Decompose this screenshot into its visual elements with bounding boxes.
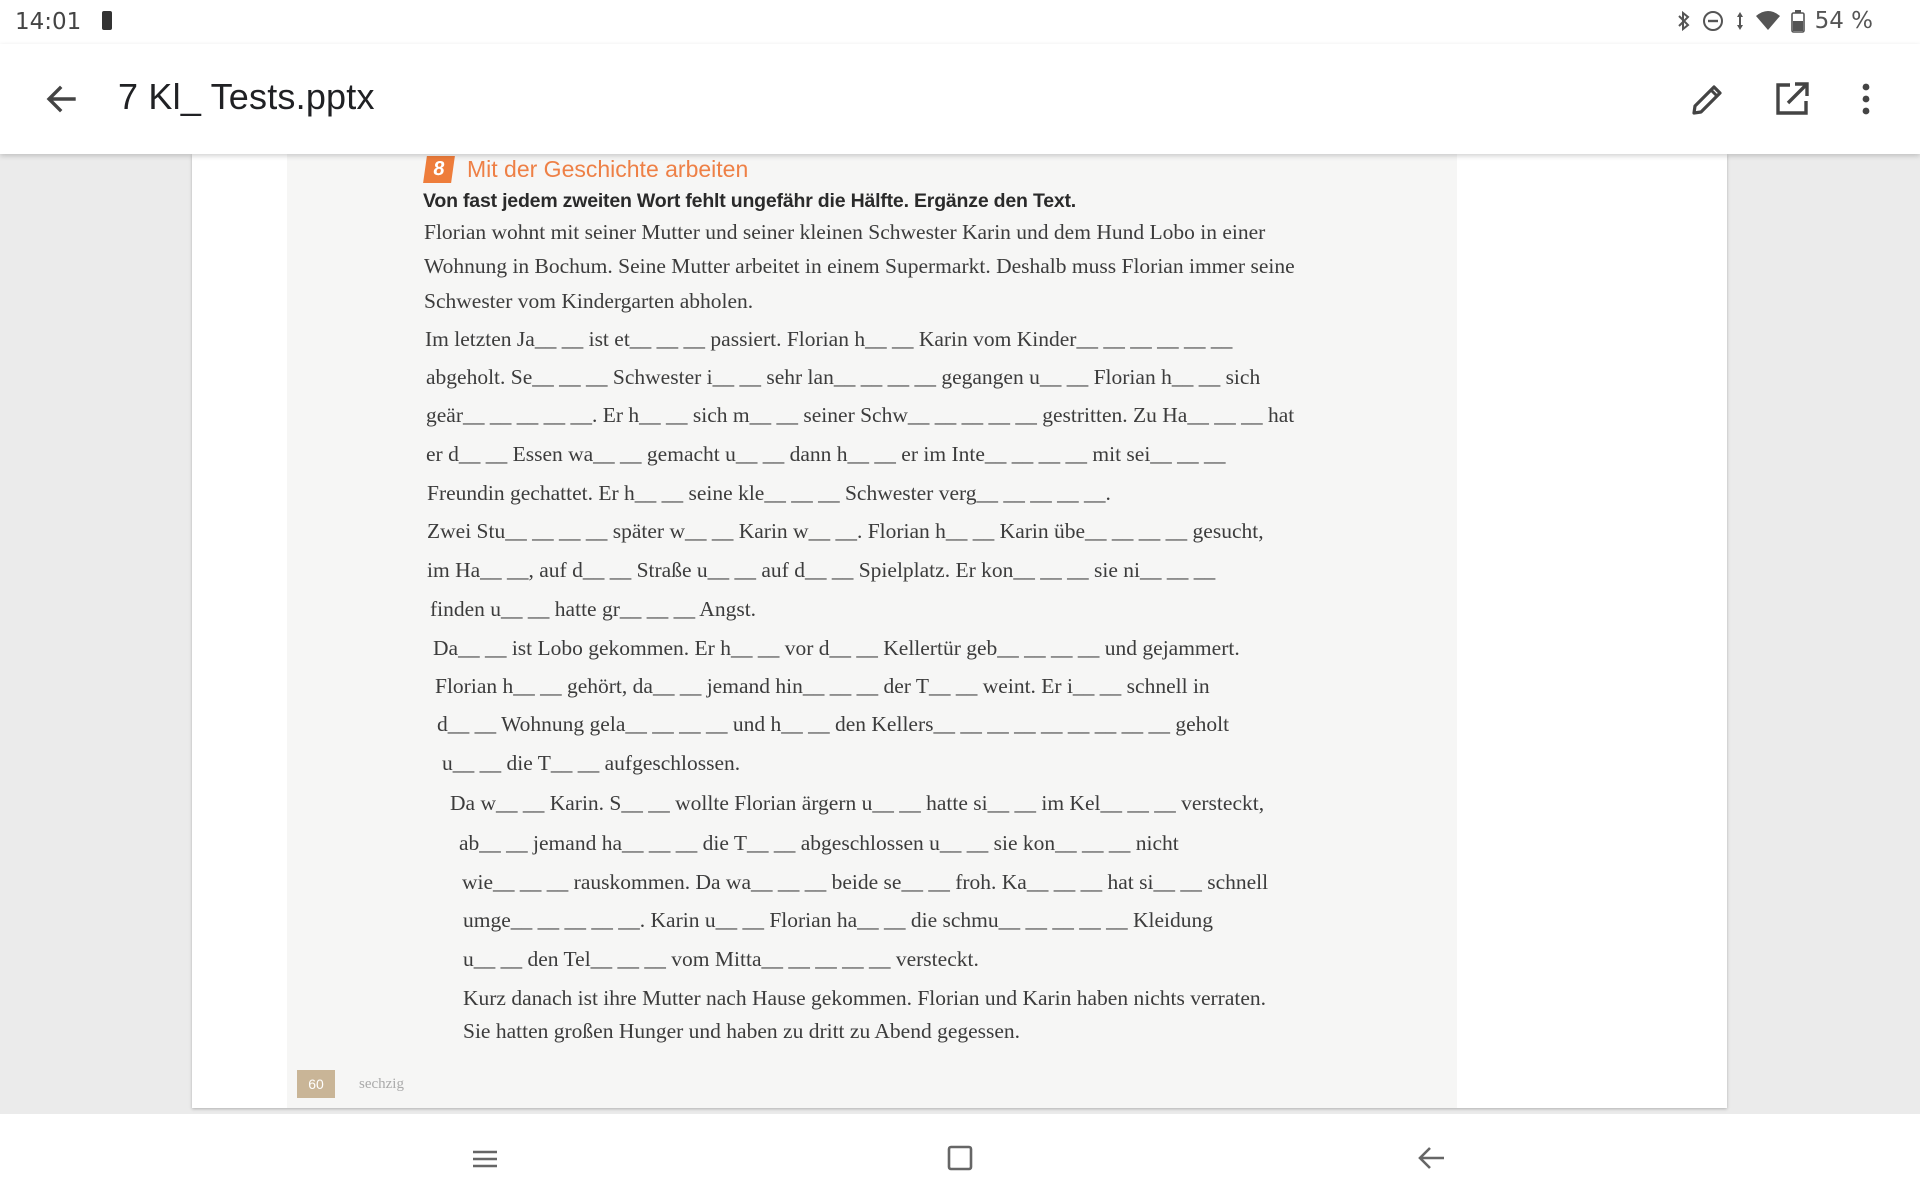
wifi-icon: [1755, 10, 1781, 32]
text-line: u__ __ den Tel__ __ __ vom Mitta__ __ __ __ __ versteckt.: [463, 947, 979, 971]
nav-back-button[interactable]: [1410, 1136, 1454, 1180]
home-icon: [938, 1136, 982, 1180]
nav-back-icon: [1410, 1136, 1454, 1180]
bluetooth-icon: [1677, 9, 1691, 33]
text-line: Wohnung in Bochum. Seine Mutter arbeitet in einem Supermarkt. Deshalb muss Florian immer seine: [424, 254, 1295, 278]
app-bar: [0, 44, 1920, 154]
text-line: umge__ __ __ __ __. Karin u__ __ Florian ha__ __ die schmu__ __ __ __ __ Kleidung: [463, 908, 1214, 932]
more-options-button[interactable]: [1844, 77, 1888, 121]
page-number-word: sechzig: [359, 1076, 404, 1092]
battery-percent: 54 %: [1814, 8, 1873, 34]
text-line: ab__ __ jemand ha__ __ __ die T__ __ abgeschlossen u__ __ sie kon__ __ __ nicht: [459, 831, 1179, 855]
back-arrow-icon: [40, 77, 84, 121]
edit-button[interactable]: [1686, 77, 1730, 121]
status-bar: [0, 0, 1920, 44]
page-number: 60: [297, 1070, 335, 1098]
text-line: Florian h__ __ gehört, da__ __ jemand hin__ __ __ der T__ __ weint. Er i__ __ schnell in: [435, 674, 1210, 698]
sim-icon: [102, 11, 112, 30]
text-line: Da w__ __ Karin. S__ __ wollte Florian ärgern u__ __ hatte si__ __ im Kel__ __ __ versteckt,: [450, 791, 1265, 815]
pencil-icon: [1686, 77, 1730, 121]
text-line: Schwester vom Kindergarten abholen.: [424, 289, 754, 313]
text-line: u__ __ die T__ __ aufgeschlossen.: [442, 751, 741, 775]
text-line: geär__ __ __ __ __. Er h__ __ sich m__ __ seiner Schw__ __ __ __ __ gestritten. Zu Ha__ __ __ hat: [426, 403, 1295, 427]
text-line: Freundin gechattet. Er h__ __ seine kle__ __ __ Schwester verg__ __ __ __ __.: [427, 481, 1111, 505]
dnd-icon: [1701, 9, 1725, 33]
text-line: wie__ __ __ rauskommen. Da wa__ __ __ beide se__ __ froh. Ka__ __ __ hat si__ __ schnell: [462, 870, 1269, 894]
text-line: Zwei Stu__ __ __ __ später w__ __ Karin w__ __. Florian h__ __ Karin übe__ __ __ __ gesucht,: [427, 519, 1264, 543]
text-line: Im letzten Ja__ __ ist et__ __ __ passiert. Florian h__ __ Karin vom Kinder__ __ __ __ __ __: [425, 327, 1233, 351]
home-button[interactable]: [938, 1136, 982, 1180]
slide[interactable]: [192, 154, 1727, 1108]
more-vert-icon: [1844, 77, 1888, 121]
text-line: er d__ __ Essen wa__ __ gemacht u__ __ dann h__ __ er im Inte__ __ __ __ mit sei__ __ __: [426, 442, 1226, 466]
exercise-number: 8: [423, 156, 455, 183]
document-viewer[interactable]: [0, 154, 1920, 1114]
worksheet-page: [287, 154, 1457, 1108]
text-line: Kurz danach ist ihre Mutter nach Hause gekommen. Florian und Karin haben nichts verraten.: [463, 986, 1267, 1010]
open-external-button[interactable]: [1770, 77, 1814, 121]
navigation-bar: [0, 1114, 1920, 1200]
open-external-icon: [1770, 77, 1814, 121]
text-line: Da__ __ ist Lobo gekommen. Er h__ __ vor d__ __ Kellertür geb__ __ __ __ und gejammert.: [433, 636, 1240, 660]
recent-apps-icon: [463, 1136, 507, 1180]
document-title: 7 Kl_ Tests.pptx: [118, 76, 375, 117]
text-line: d__ __ Wohnung gela__ __ __ __ und h__ __ den Kellers__ __ __ __ __ __ __ __ __ geholt: [437, 712, 1230, 736]
text-line: abgeholt. Se__ __ __ Schwester i__ __ sehr lan__ __ __ __ gegangen u__ __ Florian h__ __ sich: [426, 365, 1261, 389]
exercise-instruction: Von fast jedem zweiten Wort fehlt ungefähr die Hälfte. Ergänze den Text.: [423, 190, 1077, 212]
text-line: im Ha__ __, auf d__ __ Straße u__ __ auf d__ __ Spielplatz. Er kon__ __ __ sie ni__ __ __: [427, 558, 1216, 582]
exercise-title: Mit der Geschichte arbeiten: [467, 156, 749, 182]
exercise-header: [425, 156, 748, 183]
data-arrows-icon: [1735, 9, 1745, 33]
battery-icon: [1791, 9, 1805, 33]
text-line: Sie hatten großen Hunger und haben zu dritt zu Abend gegessen.: [463, 1019, 1021, 1043]
text-line: Florian wohnt mit seiner Mutter und seiner kleinen Schwester Karin und dem Hund Lobo in einer: [424, 220, 1266, 244]
status-icons: [1677, 8, 1873, 34]
back-button[interactable]: [40, 77, 84, 121]
recent-apps-button[interactable]: [463, 1136, 507, 1180]
text-line: finden u__ __ hatte gr__ __ __ Angst.: [430, 597, 757, 621]
status-time: 14:01: [15, 9, 82, 35]
